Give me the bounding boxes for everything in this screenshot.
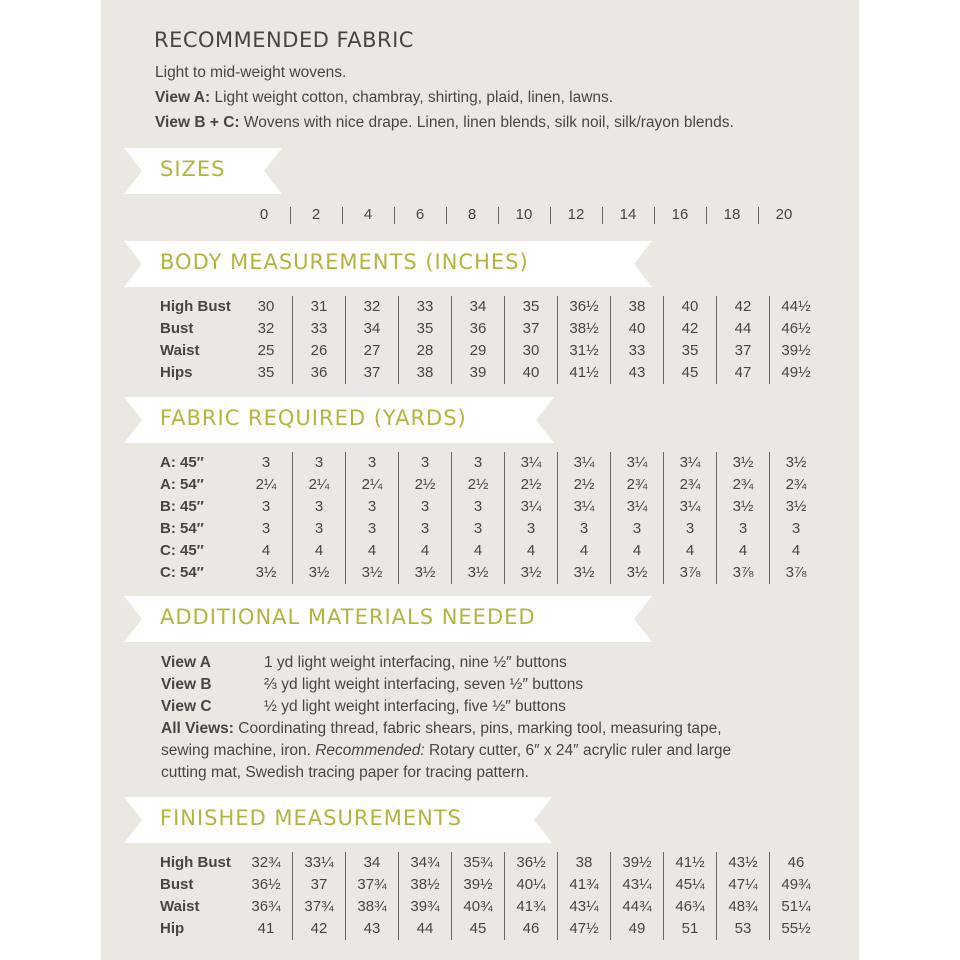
table-cell: 47 — [717, 362, 770, 384]
sizes-title: SIZES — [160, 157, 226, 181]
fabric-required-table — [160, 452, 822, 584]
table-cell: 37¾ — [293, 896, 346, 918]
size-divider — [394, 207, 395, 224]
table-row — [160, 474, 822, 496]
table-cell: 4 — [452, 540, 505, 562]
size-value: 14 — [619, 206, 637, 223]
table-cell: 3⅞ — [717, 562, 770, 584]
table-cell: 41¾ — [558, 874, 611, 896]
recommended-label: Recommended: — [315, 742, 425, 759]
size-divider — [602, 207, 603, 224]
recommended-view-a — [155, 89, 613, 107]
table-cell: 35 — [399, 318, 452, 340]
size-divider — [342, 207, 343, 224]
table-cell: 43¼ — [558, 896, 611, 918]
size-value: 4 — [363, 206, 373, 223]
materials-all-views-3 — [161, 764, 529, 782]
table-cell: 30 — [505, 340, 558, 362]
table-cell: 38 — [611, 296, 664, 318]
table-cell: 4 — [558, 540, 611, 562]
all-views-text-2a: sewing machine, iron. — [161, 742, 311, 759]
table-cell: 34 — [452, 296, 505, 318]
table-cell: 30 — [257, 298, 275, 315]
table-cell: 2½ — [399, 474, 452, 496]
materials-view-b-text: ⅔ yd light weight interfacing, seven ½″ buttons — [264, 676, 584, 693]
table-cell: 3 — [399, 452, 452, 474]
table-cell: 3½ — [505, 562, 558, 584]
table-cell: 3½ — [558, 562, 611, 584]
table-cell: 33 — [293, 318, 346, 340]
table-cell: 47½ — [558, 918, 611, 940]
table-cell: 44¾ — [611, 896, 664, 918]
table-cell: 2¼ — [255, 476, 277, 493]
body-measurements-table — [160, 296, 822, 384]
view-bc-label: View B + C: — [155, 114, 240, 131]
table-cell: 38 — [558, 852, 611, 874]
table-cell: 2¼ — [346, 474, 399, 496]
table-cell: 3 — [770, 518, 823, 540]
table-cell: 3½ — [452, 562, 505, 584]
table-cell: 2½ — [558, 474, 611, 496]
table-cell: 3½ — [717, 452, 770, 474]
materials-all-views-1 — [161, 720, 722, 738]
table-cell: 4 — [611, 540, 664, 562]
body-measurements-title: BODY MEASUREMENTS (INCHES) — [160, 250, 529, 274]
size-value: 16 — [671, 206, 689, 223]
recommended-fabric-heading: RECOMMENDED FABRIC — [154, 28, 414, 52]
row-label: Bust — [160, 876, 194, 893]
table-cell: 3¼ — [558, 452, 611, 474]
table-row — [160, 562, 822, 584]
table-cell: 39½ — [770, 340, 823, 362]
materials-view-c-text: ½ yd light weight interfacing, five ½″ buttons — [264, 698, 566, 715]
row-label: Waist — [160, 342, 200, 359]
recommended-view-bc — [155, 114, 734, 132]
size-divider — [550, 207, 551, 224]
table-cell: 32 — [257, 320, 275, 337]
table-cell: 32¾ — [251, 854, 281, 871]
table-cell: 43 — [346, 918, 399, 940]
table-cell: 3¼ — [664, 452, 717, 474]
table-cell: 28 — [399, 340, 452, 362]
table-cell: 4 — [399, 540, 452, 562]
table-cell: 3¼ — [611, 452, 664, 474]
table-cell: 38½ — [558, 318, 611, 340]
table-cell: 4 — [770, 540, 823, 562]
table-cell: 41½ — [664, 852, 717, 874]
table-cell: 44 — [717, 318, 770, 340]
table-cell: 36 — [293, 362, 346, 384]
table-cell: 3½ — [293, 562, 346, 584]
all-views-text-3: cutting mat, Swedish tracing paper for tracing pattern. — [161, 764, 529, 781]
table-cell: 3 — [611, 518, 664, 540]
table-cell: 4 — [261, 542, 271, 559]
table-cell: 39¾ — [399, 896, 452, 918]
table-cell: 3 — [293, 496, 346, 518]
table-cell: 4 — [505, 540, 558, 562]
table-cell: 2¾ — [717, 474, 770, 496]
table-row — [160, 518, 822, 540]
finished-measurements-title: FINISHED MEASUREMENTS — [160, 806, 462, 830]
materials-view-c-label: View C — [161, 698, 212, 715]
all-views-label: All Views: — [161, 720, 234, 737]
table-cell: 41 — [257, 920, 275, 937]
table-cell: 35¾ — [452, 852, 505, 874]
materials-view-c — [161, 698, 566, 716]
table-cell: 2½ — [505, 474, 558, 496]
materials-all-views-2 — [161, 742, 731, 760]
table-row — [160, 896, 822, 918]
table-cell: 48¾ — [717, 896, 770, 918]
all-views-text-2b: Rotary cutter, 6″ x 24″ acrylic ruler and large — [428, 742, 732, 759]
table-cell: 43¼ — [611, 874, 664, 896]
table-cell: 3 — [346, 496, 399, 518]
table-row — [160, 496, 822, 518]
table-cell: 40 — [664, 296, 717, 318]
table-cell: 4 — [664, 540, 717, 562]
table-cell: 29 — [452, 340, 505, 362]
table-cell: 2¼ — [293, 474, 346, 496]
size-divider — [706, 207, 707, 224]
table-cell: 43 — [611, 362, 664, 384]
table-cell: 36½ — [505, 852, 558, 874]
table-cell: 49¾ — [770, 874, 823, 896]
materials-view-b — [161, 676, 583, 694]
size-divider — [446, 207, 447, 224]
table-row — [160, 452, 822, 474]
table-cell: 53 — [717, 918, 770, 940]
row-label: Hip — [160, 920, 185, 937]
table-cell: 33 — [399, 296, 452, 318]
table-cell: 44 — [399, 918, 452, 940]
size-value: 6 — [415, 206, 425, 223]
table-cell: 3 — [717, 518, 770, 540]
table-cell: 37 — [505, 318, 558, 340]
table-cell: 44½ — [770, 296, 823, 318]
size-divider — [290, 207, 291, 224]
table-cell: 3 — [261, 520, 271, 537]
table-cell: 3 — [452, 452, 505, 474]
table-cell: 49½ — [770, 362, 823, 384]
table-cell: 35 — [505, 296, 558, 318]
table-cell: 3¼ — [505, 496, 558, 518]
table-cell: 39 — [452, 362, 505, 384]
row-label: Hips — [160, 364, 193, 381]
row-label: High Bust — [160, 298, 231, 315]
table-cell: 42 — [293, 918, 346, 940]
table-cell: 45 — [452, 918, 505, 940]
table-cell: 36½ — [558, 296, 611, 318]
table-cell: 3½ — [346, 562, 399, 584]
size-value: 10 — [515, 206, 533, 223]
table-cell: 46 — [505, 918, 558, 940]
table-cell: 40 — [611, 318, 664, 340]
fabric-required-title: FABRIC REQUIRED (YARDS) — [160, 406, 467, 430]
table-cell: 38½ — [399, 874, 452, 896]
table-row — [160, 340, 822, 362]
table-cell: 51¼ — [770, 896, 823, 918]
materials-view-a-label: View A — [161, 654, 211, 671]
row-label: Bust — [160, 320, 194, 337]
table-cell: 41¾ — [505, 896, 558, 918]
table-cell: 47¼ — [717, 874, 770, 896]
table-row — [160, 918, 822, 940]
size-value: 8 — [467, 206, 477, 223]
table-cell: 25 — [257, 342, 275, 359]
row-label: C: 54″ — [160, 564, 204, 581]
table-cell: 3 — [664, 518, 717, 540]
table-cell: 33 — [611, 340, 664, 362]
table-cell: 3¼ — [611, 496, 664, 518]
table-cell: 38 — [399, 362, 452, 384]
table-row — [160, 540, 822, 562]
size-divider — [654, 207, 655, 224]
table-cell: 3 — [505, 518, 558, 540]
table-cell: 41½ — [558, 362, 611, 384]
intro-text: Light to mid-weight wovens. — [155, 64, 347, 81]
table-cell: 37 — [346, 362, 399, 384]
table-cell: 46½ — [770, 318, 823, 340]
table-cell: 51 — [664, 918, 717, 940]
table-cell: 3 — [346, 518, 399, 540]
view-bc-text: Wovens with nice drape. Linen, linen blends, silk noil, silk/rayon blends. — [243, 114, 734, 131]
table-cell: 3⅞ — [770, 562, 823, 584]
table-cell: 40 — [505, 362, 558, 384]
table-cell: 3¼ — [558, 496, 611, 518]
table-cell: 34 — [346, 318, 399, 340]
materials-title: ADDITIONAL MATERIALS NEEDED — [160, 605, 536, 629]
table-cell: 34 — [346, 852, 399, 874]
size-value: 20 — [775, 206, 793, 223]
table-cell: 34¾ — [399, 852, 452, 874]
table-cell: 36¾ — [251, 898, 281, 915]
table-cell: 38¾ — [346, 896, 399, 918]
table-cell: 4 — [346, 540, 399, 562]
table-cell: 36 — [452, 318, 505, 340]
table-cell: 33¼ — [293, 852, 346, 874]
table-cell: 36½ — [251, 876, 281, 893]
table-cell: 3 — [558, 518, 611, 540]
table-cell: 42 — [664, 318, 717, 340]
row-label: B: 54″ — [160, 520, 204, 537]
materials-view-a — [161, 654, 567, 672]
table-cell: 27 — [346, 340, 399, 362]
table-cell: 3½ — [255, 564, 277, 581]
table-cell: 2¾ — [770, 474, 823, 496]
table-row — [160, 296, 822, 318]
row-label: A: 54″ — [160, 476, 204, 493]
size-value: 12 — [567, 206, 585, 223]
table-row — [160, 852, 822, 874]
table-cell: 26 — [293, 340, 346, 362]
table-cell: 37 — [293, 874, 346, 896]
table-cell: 3½ — [399, 562, 452, 584]
table-cell: 3 — [346, 452, 399, 474]
finished-measurements-table — [160, 852, 822, 940]
table-cell: 3⅞ — [664, 562, 717, 584]
table-cell: 2¾ — [664, 474, 717, 496]
table-cell: 3 — [261, 498, 271, 515]
table-cell: 2½ — [452, 474, 505, 496]
view-a-label: View A: — [155, 89, 211, 106]
row-label: C: 45″ — [160, 542, 204, 559]
table-cell: 3 — [399, 496, 452, 518]
all-views-text-1: Coordinating thread, fabric shears, pins, marking tool, measuring tape, — [238, 720, 722, 737]
materials-view-a-text: 1 yd light weight interfacing, nine ½″ buttons — [264, 654, 567, 671]
table-cell: 45¼ — [664, 874, 717, 896]
table-cell: 43½ — [717, 852, 770, 874]
table-cell: 55½ — [770, 918, 823, 940]
table-cell: 37¾ — [346, 874, 399, 896]
table-cell: 45 — [664, 362, 717, 384]
table-cell: 3½ — [770, 496, 823, 518]
size-value: 0 — [259, 206, 269, 223]
table-cell: 3 — [452, 518, 505, 540]
table-cell: 46 — [770, 852, 823, 874]
table-cell: 3 — [452, 496, 505, 518]
table-cell: 3¼ — [505, 452, 558, 474]
table-cell: 35 — [257, 364, 275, 381]
table-cell: 35 — [664, 340, 717, 362]
table-cell: 31 — [293, 296, 346, 318]
recommended-intro — [155, 64, 346, 82]
row-label: B: 45″ — [160, 498, 204, 515]
table-cell: 31½ — [558, 340, 611, 362]
materials-view-b-label: View B — [161, 676, 212, 693]
table-cell: 4 — [293, 540, 346, 562]
row-label: Waist — [160, 898, 200, 915]
table-cell: 3¼ — [664, 496, 717, 518]
table-cell: 42 — [717, 296, 770, 318]
table-cell: 37 — [717, 340, 770, 362]
size-value: 18 — [723, 206, 741, 223]
table-cell: 3 — [261, 454, 271, 471]
size-divider — [758, 207, 759, 224]
size-value: 2 — [311, 206, 321, 223]
table-cell: 3½ — [611, 562, 664, 584]
table-cell: 46¾ — [664, 896, 717, 918]
table-cell: 3 — [399, 518, 452, 540]
table-cell: 39½ — [452, 874, 505, 896]
table-cell: 3 — [293, 452, 346, 474]
size-divider — [498, 207, 499, 224]
table-cell: 40¾ — [452, 896, 505, 918]
row-label: A: 45″ — [160, 454, 204, 471]
table-cell: 2¾ — [611, 474, 664, 496]
table-row — [160, 874, 822, 896]
table-cell: 39½ — [611, 852, 664, 874]
table-cell: 32 — [346, 296, 399, 318]
row-label: High Bust — [160, 854, 231, 871]
table-row — [160, 362, 822, 384]
table-cell: 3 — [293, 518, 346, 540]
table-cell: 3½ — [770, 452, 823, 474]
table-cell: 4 — [717, 540, 770, 562]
table-row — [160, 318, 822, 340]
table-cell: 3½ — [717, 496, 770, 518]
table-cell: 49 — [611, 918, 664, 940]
view-a-text: Light weight cotton, chambray, shirting, plaid, linen, lawns. — [214, 89, 614, 106]
table-cell: 40¼ — [505, 874, 558, 896]
